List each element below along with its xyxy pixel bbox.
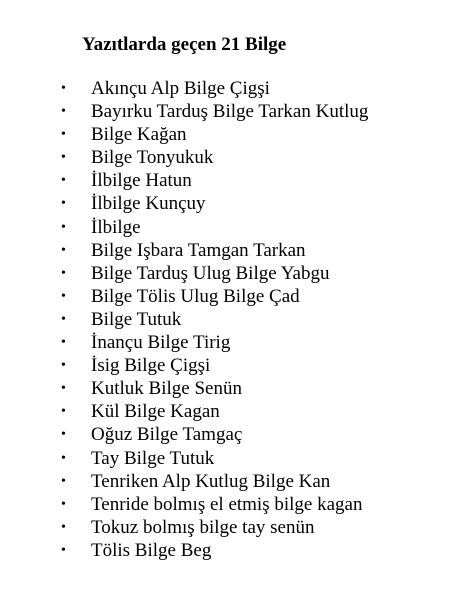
list-item-label: İnançu Bilge Tirig — [91, 332, 231, 354]
bullet-icon: • — [61, 265, 66, 281]
bullet-icon: • — [61, 496, 66, 512]
bullet-icon: • — [61, 450, 66, 466]
list-item-label: Bilge Tutuk — [91, 308, 182, 330]
list-item-label: Kül Bilge Kagan — [91, 401, 220, 423]
bullet-icon: • — [61, 127, 66, 143]
bullet-icon: • — [61, 404, 66, 420]
bullet-icon: • — [61, 219, 66, 235]
bullet-icon: • — [61, 519, 66, 535]
list-item-label: Bilge Işbara Tamgan Tarkan — [91, 239, 306, 261]
bullet-icon: • — [61, 311, 66, 327]
list-item-label: Bilge Kağan — [91, 124, 187, 146]
list-item-label: Bilge Tarduş Ulug Bilge Yabgu — [91, 262, 330, 284]
bullet-icon: • — [61, 288, 66, 304]
bullet-icon: • — [61, 335, 66, 351]
list-item-label: Tay Bilge Tutuk — [91, 447, 215, 469]
bullet-icon: • — [61, 381, 66, 397]
list-item-label: Tenride bolmış el etmiş bilge kagan — [91, 493, 363, 515]
bullet-icon: • — [61, 242, 66, 258]
list-item-label: Tenriken Alp Kutlug Bilge Kan — [91, 470, 331, 492]
list-item-label: Tokuz bolmış bilge tay senün — [91, 516, 315, 538]
bullet-icon: • — [61, 358, 66, 374]
bullet-icon: • — [61, 196, 66, 212]
list-item-label: İlbilge — [91, 216, 141, 238]
list-item-label: İsig Bilge Çigşi — [91, 355, 211, 377]
bullet-icon: • — [61, 173, 66, 189]
list-item-label: Bilge Tonyukuk — [91, 147, 214, 169]
bullet-icon: • — [61, 542, 66, 558]
list-item-label: Tölis Bilge Beg — [91, 539, 212, 561]
list-item-label: Bilge Tölis Ulug Bilge Çad — [91, 285, 300, 307]
list-item-label: İlbilge Kunçuy — [91, 193, 206, 215]
list-item-label: Bayırku Tarduş Bilge Tarkan Kutlug — [91, 101, 369, 123]
bullet-icon: • — [61, 473, 66, 489]
bullet-icon: • — [61, 104, 66, 120]
bullet-icon: • — [61, 81, 66, 96]
list-item-label: İlbilge Hatun — [91, 170, 192, 192]
list-item-label: Kutluk Bilge Senün — [91, 378, 242, 400]
bullet-icon: • — [61, 427, 66, 443]
document-title: Yazıtlarda geçen 21 Bilge — [82, 34, 287, 55]
bullet-icon: • — [61, 150, 66, 166]
list-item-label: Oğuz Bilge Tamgaç — [91, 424, 243, 446]
list-item-label: Akınçu Alp Bilge Çigşi — [91, 78, 270, 99]
